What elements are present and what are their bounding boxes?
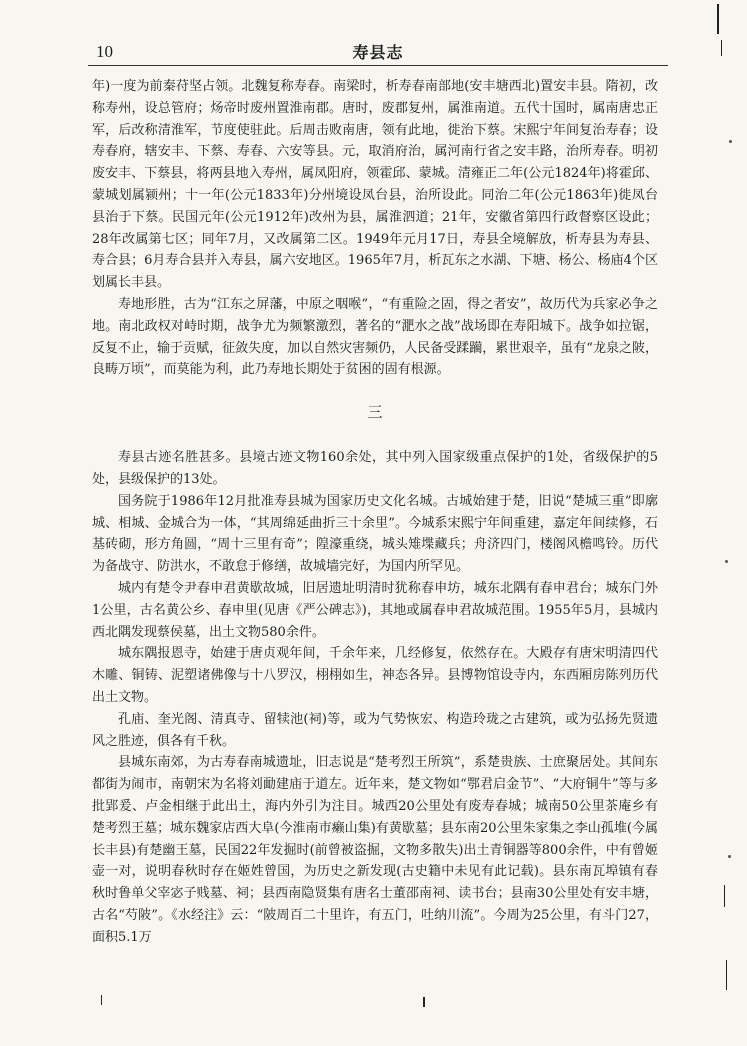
paragraph: 城内有楚令尹春申君黄歇故城，旧居遗址明清时犹称春申坊，城东北隅有春申君台；城东门外1公里，古名黄公乡、春申里(见唐《严公碑志》)，其地或属春申君故城范围。1955年5月，县城内西北隅发现蔡侯墓，出土文物580余件。 bbox=[92, 580, 658, 640]
paragraph: 寿县古迹名胜甚多。县境古迹文物160余处，其中列入国家级重点保护的1处，省级保护的5处，县级保护的13处。 bbox=[92, 450, 658, 487]
section-title: 三 bbox=[367, 403, 383, 422]
paragraph: 年)一度为前秦苻坚占领。北魏复称寿春。南梁时，析寿春南部地(安丰塘西北)置安丰县。隋初，改称寿州，设总管府；炀帝时废州置淮南郡。唐时，废郡复州，属淮南道。五代十国时，属南唐忠正军，后改称清淮军，节度使驻此。后周击败南唐，领有此地，徙治下蔡。宋熙宁年间复治寿春；设寿春府，辖安丰、下蔡、寿春、六安等县。元，取消府治，属河南行省之安丰路，治所寿春。明初废安丰、下蔡县，将两县地入寿州，属凤阳府，领霍邱、蒙城。清雍正二年(公元1824年)将霍邱、蒙城划属颍州；十一年(公元1833年)分州境设凤台县，治所设此。同治二年(公元1863年)徙凤台县治于下蔡。民国元年(公元1912年)改州为县，属淮泗道；21年，安徽省第四行政督察区设此；28年改属第七区；同年7月，又改属第二区。1949年元月17日，寿县全境解放，析寿县为寿县、寿合县；6月寿合县并入寿县，属六安地区。1965年7月，析瓦东之水湖、下塘、杨公、杨庙4个区划属长丰县。 bbox=[92, 79, 658, 291]
scan-bottom-mark bbox=[101, 995, 102, 1005]
scan-edge-dot bbox=[728, 855, 731, 858]
paragraph: 城东隅报恩寺，始建于唐贞观年间，千余年来，几经修复，依然存在。大殿存有唐宋明清四代木雕、铜铸、泥塑诸佛像与十八罗汉，栩栩如生，神态各异。县博物馆设寺内，东西厢房陈列历代出土文物。 bbox=[92, 646, 658, 705]
scan-edge-mark bbox=[717, 4, 719, 34]
scan-edge-mark bbox=[721, 40, 722, 56]
scan-edge-dot bbox=[729, 140, 732, 143]
paragraph: 寿地形胜，古为“江东之屏藩，中原之咽喉”，“有重险之固，得之者安”，故历代为兵家必争之地。南北政权对峙时期，战争尤为频繁激烈，著名的“淝水之战”战场即在寿阳城下。战争如拉锯，反复不止，输于贡赋，征敛失度，加以自然灾害频仍，人民备受蹂躏，累世艰辛，虽有“龙泉之陂，良畴万顷”，而莫能为利，此乃寿地长期处于贫困的固有根源。 bbox=[92, 296, 658, 378]
paragraph: 国务院于1986年12月批准寿县城为国家历史文化名城。古城始建于楚，旧说“楚城三重”即廓城、相城、金城合为一体，“其周绵延曲折三十余里”。今城系宋熙宁年间重建，嘉定年间续修，石基砖砌，形方角圆，“周十三里有奇”；隍濠重绕，城头雉堞藏兵；舟济四门，楼阁风檐鸣铃。历代为备战守、防洪水，不敢怠于修缮，故城墙完好，为国内所罕见。 bbox=[92, 493, 658, 575]
page-header bbox=[88, 36, 668, 66]
scan-edge-mark bbox=[726, 960, 727, 990]
page-number: 10 bbox=[96, 42, 113, 61]
scan-bottom-mark bbox=[423, 997, 425, 1007]
body-text bbox=[92, 76, 658, 948]
scan-edge-mark bbox=[724, 885, 725, 907]
running-title: 寿县志 bbox=[352, 43, 404, 62]
scan-edge-dot bbox=[725, 560, 728, 563]
header-rule bbox=[88, 65, 668, 66]
paragraph: 孔庙、奎光阁、清真寺、留犊池(祠)等，或为气势恢宏、构造玲珑之古建筑，或为弘扬先贤遗风之胜迹，俱各有千秋。 bbox=[92, 711, 658, 749]
paragraph: 县城东南郊，为古寿春南城遗址，旧志说是“楚考烈王所筑”，系楚贵族、士庶聚居处。其间东都街为闹市，南朝宋为名将刘勔建庙于道左。近年来，楚文物如“鄂君启金节”、“大府铜牛”等与多批郢爰、卢金相继于此出土，海内外引为注目。城西20公里处有废寿春城；城南50公里茶庵乡有楚考烈王墓；城东魏家店西大阜(今淮南市癞山集)有黄歇墓；县东南20公里朱家集之李山孤堆(今属长丰县)有楚幽王墓，民国22年发掘时(前曾被盗掘，文物多散失)出土青铜器等800余件，中有曾姬壶一对，说明春秋时存在姬姓曾国，为历史之新发现(古史籍中未见有此记载)。县东南瓦埠镇有春秋时鲁单父宰宓子贱墓、祠；县西南隐贤集有唐名士董邵南祠、读书台；县南30公里处有安丰塘，古名“芍陂”。《水经注》云：“陂周百二十里许，有五门，吐纳川流”。今周为25公里，有斗门27，面积5.1万 bbox=[92, 755, 658, 945]
